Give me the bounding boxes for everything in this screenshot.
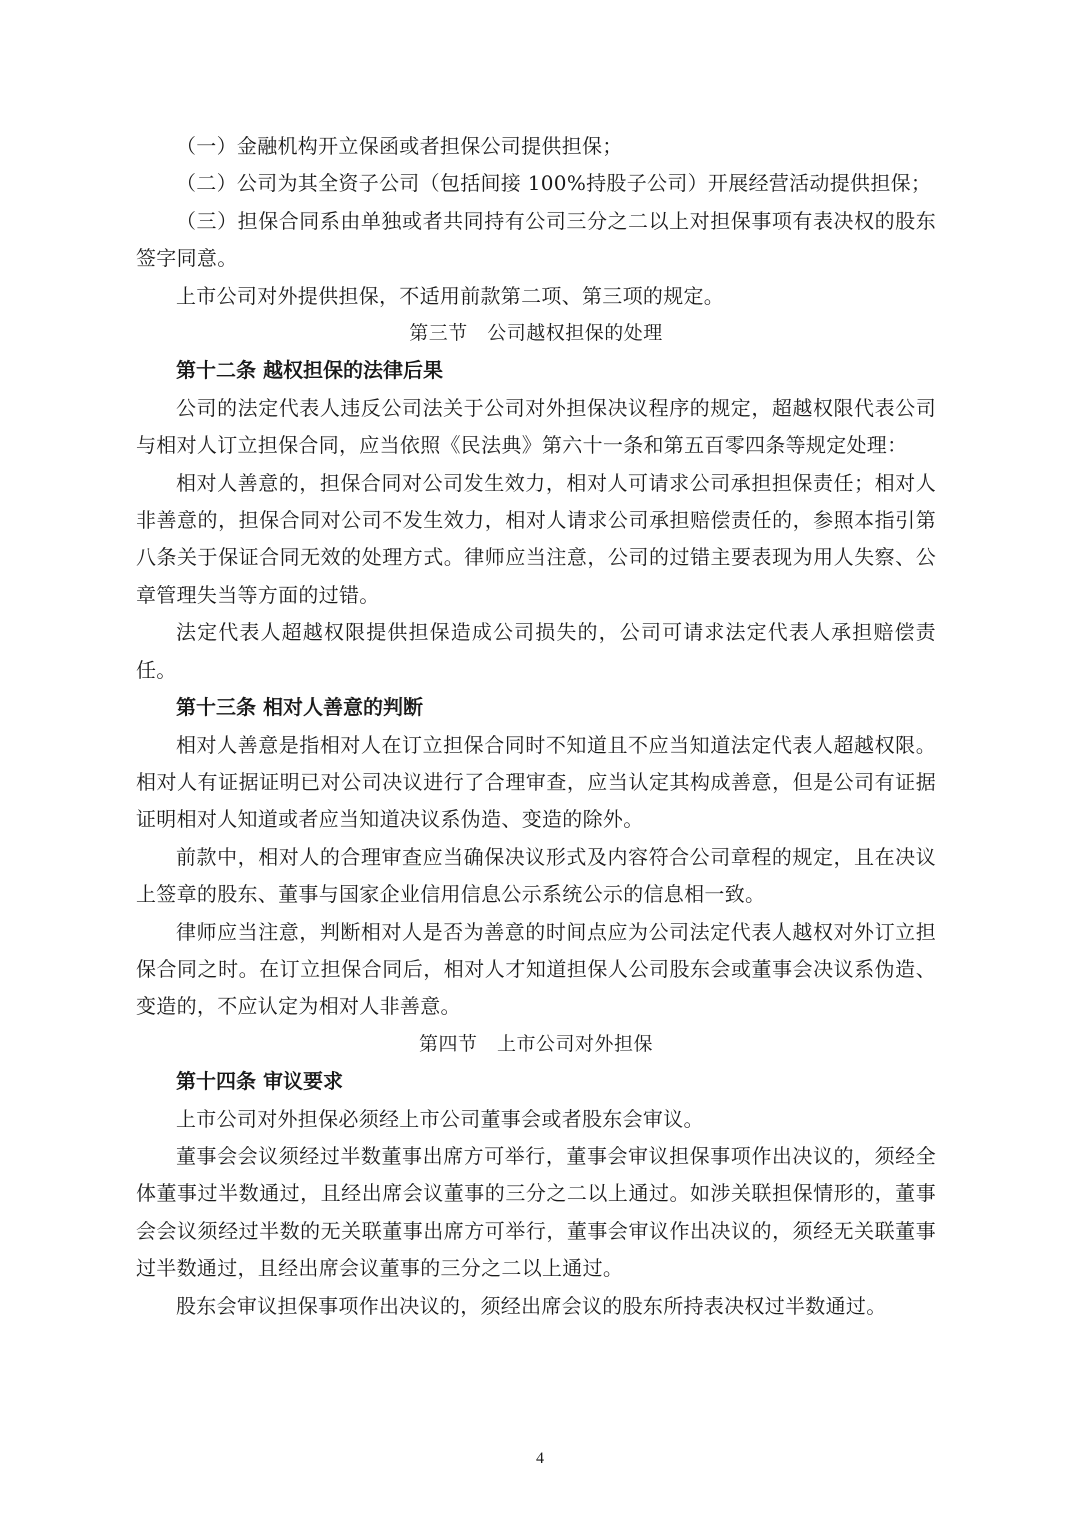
- article-14-title: 第十四条 审议要求: [176, 1069, 343, 1094]
- page-number: 4: [536, 1450, 544, 1467]
- paragraph: 律师应当注意，判断相对人是否为善意的时间点应为公司法定代表人越权对外订立担保合同之时。在订立担保合同后，相对人才知道担保人公司股东会或董事会决议系伪造、变造的，不应认定为相对人非善意。: [136, 919, 936, 1019]
- list-item-3: （三）担保合同系由单独或者共同持有公司三分之二以上对担保事项有表决权的股东签字同意。: [136, 208, 936, 271]
- paragraph: 上市公司对外担保必须经上市公司董事会或者股东会审议。: [176, 1106, 704, 1131]
- section-title-4: 第四节 上市公司对外担保: [418, 1032, 653, 1055]
- paragraph: 上市公司对外提供担保，不适用前款第二项、第三项的规定。: [176, 283, 725, 308]
- paragraph: 相对人善意是指相对人在订立担保合同时不知道且不应当知道法定代表人超越权限。相对人有证据证明已对公司决议进行了合理审查，应当认定其构成善意，但是公司有证据证明相对人知道或者应当知道决议系伪造、变造的除外。: [136, 732, 936, 832]
- paragraph: 股东会审议担保事项作出决议的，须经出席会议的股东所持表决权过半数通过。: [176, 1293, 887, 1318]
- article-13-title: 第十三条 相对人善意的判断: [176, 695, 423, 720]
- article-12-title: 第十二条 越权担保的法律后果: [176, 358, 443, 383]
- paragraph: 公司的法定代表人违反公司法关于公司对外担保决议程序的规定，超越权限代表公司与相对人订立担保合同，应当依照《民法典》第六十一条和第五百零四条等规定处理：: [136, 395, 936, 458]
- list-item-1: （一）金融机构开立保函或者担保公司提供担保；: [176, 134, 623, 158]
- paragraph: 相对人善意的，担保合同对公司发生效力，相对人可请求公司承担担保责任；相对人非善意的，担保合同对公司不发生效力，相对人请求公司承担赔偿责任的，参照本指引第八条关于保证合同无效的处理方式。律师应当注意，公司的过错主要表现为用人失察、公章管理失当等方面的过错。: [136, 470, 936, 607]
- section-title-3: 第三节 公司越权担保的处理: [409, 322, 663, 345]
- paragraph: 法定代表人超越权限提供担保造成公司损失的，公司可请求法定代表人承担赔偿责任。: [136, 620, 936, 682]
- paragraph: 前款中，相对人的合理审查应当确保决议形式及内容符合公司章程的规定，且在决议上签章的股东、董事与国家企业信用信息公示系统公示的信息相一致。: [136, 844, 936, 907]
- list-item-2: （二）公司为其全资子公司（包括间接 100%持股子公司）开展经营活动提供担保；: [176, 171, 932, 196]
- paragraph: 董事会会议须经过半数董事出席方可举行，董事会审议担保事项作出决议的，须经全体董事过半数通过，且经出席会议董事的三分之二以上通过。如涉关联担保情形的，董事会会议须经过半数的无关联董事出席方可举行，董事会审议作出决议的，须经无关联董事过半数通过，且经出席会议董事的三分之二以上通过。: [136, 1143, 936, 1281]
- document-body: [136, 128, 936, 1325]
